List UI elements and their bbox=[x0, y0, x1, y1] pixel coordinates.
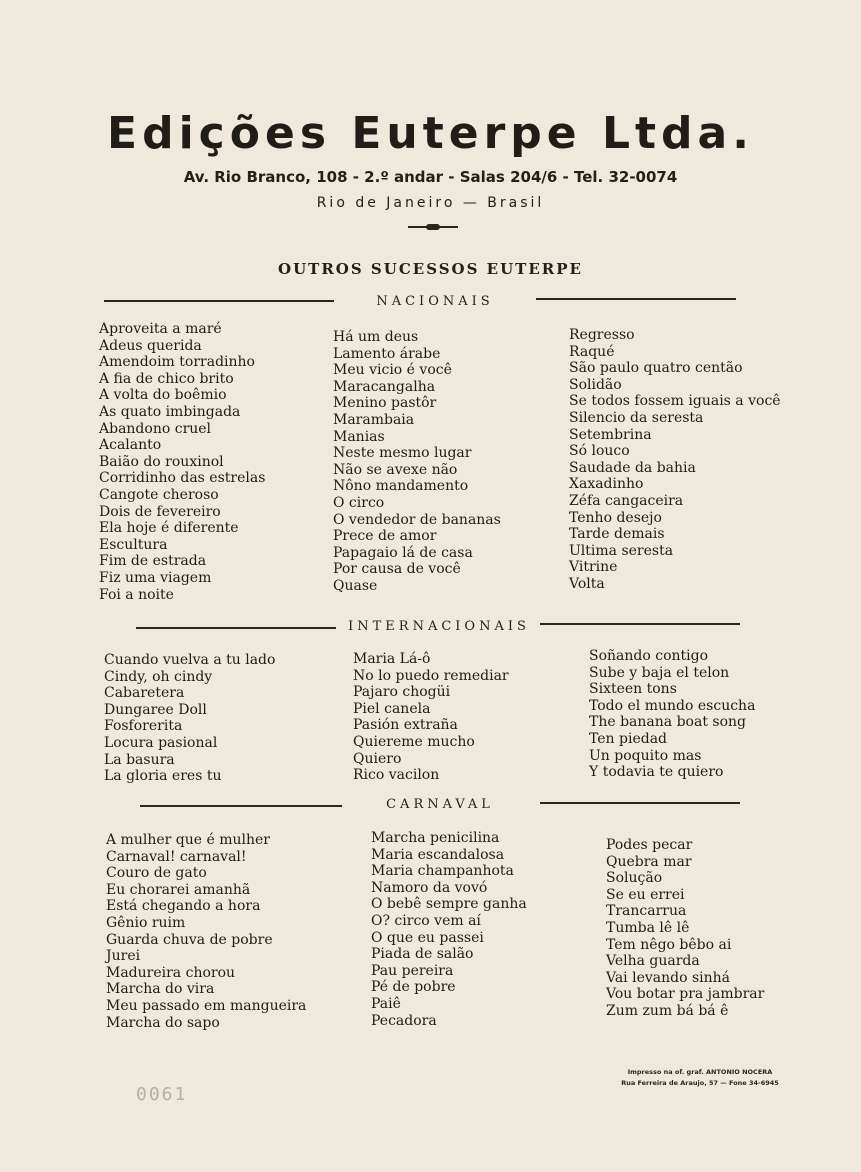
song-title: A volta do boêmio bbox=[99, 387, 227, 404]
song-title: Un poquito mas bbox=[589, 747, 702, 764]
song-title: Escultura bbox=[99, 536, 168, 553]
printer-imprint bbox=[600, 1067, 800, 1089]
publisher-address: Av. Rio Branco, 108 - 2.º andar - Salas 204/6 - Tel. 32-0074 bbox=[183, 168, 678, 186]
song-title: Y todavia te quiero bbox=[589, 764, 724, 781]
song-title: Maria champanhota bbox=[371, 863, 514, 880]
song-title: Abandono cruel bbox=[99, 420, 212, 437]
song-title: Sube y baja el telon bbox=[589, 664, 730, 681]
song-title: Cindy, oh cindy bbox=[104, 668, 213, 685]
song-title: Fim de estrada bbox=[99, 553, 207, 570]
song-title: Meu vicio é você bbox=[333, 362, 452, 379]
song-title: A fia de chico brito bbox=[99, 370, 234, 387]
carnaval-rule-right bbox=[540, 802, 740, 804]
song-title: Cuando vuelva a tu lado bbox=[104, 652, 276, 668]
song-title: Todo el mundo escucha bbox=[589, 697, 756, 714]
song-title: Quase bbox=[333, 577, 378, 594]
song-title: Soñando contigo bbox=[589, 648, 709, 664]
nacionais-rule-right bbox=[536, 298, 736, 300]
internacionais-rule-left bbox=[136, 627, 336, 629]
song-title: Vai levando sinhá bbox=[606, 969, 731, 986]
song-title: Setembrina bbox=[569, 426, 652, 443]
song-title: Manias bbox=[333, 428, 385, 445]
song-title: Fosforerita bbox=[104, 718, 183, 735]
song-title: O que eu passei bbox=[371, 929, 484, 946]
song-title: Trancarrua bbox=[606, 903, 687, 920]
song-title: Namoro da vovó bbox=[371, 879, 488, 896]
song-title: Quiero bbox=[353, 750, 402, 767]
song-title: Sixteen tons bbox=[589, 681, 677, 698]
carnaval-column-1 bbox=[106, 832, 306, 1031]
song-title: Aproveita a maré bbox=[99, 321, 222, 337]
song-title: Gênio ruim bbox=[106, 914, 186, 931]
song-title: Pecadora bbox=[371, 1012, 437, 1029]
internacionais-rule-right bbox=[540, 623, 740, 625]
song-title: Jurei bbox=[106, 948, 141, 965]
song-title: Por causa de você bbox=[333, 561, 461, 578]
publisher-city: Rio de Janeiro — Brasil bbox=[316, 195, 545, 211]
song-title: Tem nêgo bêbo ai bbox=[606, 936, 732, 953]
song-title: A mulher que é mulher bbox=[106, 832, 270, 848]
song-title: Dungaree Doll bbox=[104, 701, 207, 718]
song-title: Eu chorarei amanhã bbox=[106, 881, 251, 898]
printer-line-1: Impresso na of. graf. ANTONIO NOCERA bbox=[627, 1068, 773, 1076]
song-title: Cabaretera bbox=[104, 685, 185, 702]
song-title: La basura bbox=[104, 751, 175, 768]
printer-line-2: Rua Ferreira de Araujo, 57 — Fone 34-6945 bbox=[621, 1079, 779, 1087]
song-title: Maracangalha bbox=[333, 378, 436, 395]
song-title: Couro de gato bbox=[106, 865, 207, 882]
internacionais-column-3 bbox=[589, 648, 755, 781]
song-title: No lo puedo remediar bbox=[353, 667, 509, 684]
song-title: Fiz uma viagem bbox=[99, 569, 212, 586]
song-title: Rico vacilon bbox=[353, 767, 440, 784]
song-title: Maria escandalosa bbox=[371, 846, 505, 863]
song-title: Volta bbox=[569, 575, 605, 592]
song-title: Carnaval! carnaval! bbox=[106, 848, 247, 865]
song-title: Tarde demais bbox=[569, 526, 665, 543]
song-title: Ten piedad bbox=[589, 730, 667, 747]
song-title: Piada de salão bbox=[371, 946, 474, 963]
song-title: Piel canela bbox=[353, 700, 431, 717]
catalog-stamp: 0061 bbox=[136, 1084, 188, 1105]
song-title: Marcha penicilina bbox=[371, 830, 500, 846]
song-title: As quato imbingada bbox=[99, 403, 241, 420]
song-title: Ela hoje é diferente bbox=[99, 520, 239, 537]
song-title: Foi a noite bbox=[99, 586, 174, 603]
song-title: Marcha do vira bbox=[106, 981, 215, 998]
song-title: Guarda chuva de pobre bbox=[106, 931, 273, 948]
carnaval-heading: CARNAVAL bbox=[386, 797, 494, 812]
song-title: Está chegando a hora bbox=[106, 898, 261, 915]
song-title: Pau pereira bbox=[371, 962, 454, 979]
song-title: Dois de fevereiro bbox=[99, 503, 221, 520]
song-title: Zum zum bá bá ê bbox=[606, 1002, 729, 1019]
carnaval-column-2 bbox=[371, 830, 527, 1029]
song-title: Papagaio lá de casa bbox=[333, 544, 473, 561]
song-title: Se todos fossem iguais a você bbox=[569, 393, 781, 410]
song-title: Silencio da seresta bbox=[569, 409, 704, 426]
song-title: Não se avexe não bbox=[333, 461, 458, 478]
nacionais-column-1 bbox=[99, 321, 265, 603]
song-title: Corridinho das estrelas bbox=[99, 470, 266, 487]
song-title: The banana boat song bbox=[589, 714, 746, 731]
song-title: Ultima seresta bbox=[569, 542, 674, 559]
song-title: Meu passado em mangueira bbox=[106, 997, 307, 1014]
song-title: Cangote cheroso bbox=[99, 486, 219, 503]
song-title: Menino pastôr bbox=[333, 395, 437, 412]
song-title: Quebra mar bbox=[606, 853, 692, 870]
song-title: Se eu errei bbox=[606, 886, 685, 903]
song-title: Podes pecar bbox=[606, 837, 693, 853]
song-title: Quiereme mucho bbox=[353, 733, 475, 750]
nacionais-rule-left bbox=[104, 300, 334, 302]
song-title: O bebê sempre ganha bbox=[371, 896, 527, 913]
song-title: Tumba lê lê bbox=[606, 919, 690, 936]
nacionais-column-3 bbox=[569, 327, 781, 593]
title-ornament bbox=[408, 224, 458, 230]
song-title: São paulo quatro centão bbox=[569, 360, 743, 377]
song-title: Xaxadinho bbox=[569, 476, 644, 493]
carnaval-rule-left bbox=[140, 805, 342, 807]
song-title: Prece de amor bbox=[333, 528, 437, 545]
song-title: Nôno mandamento bbox=[333, 478, 469, 495]
internacionais-column-1 bbox=[104, 652, 275, 785]
internacionais-column-2 bbox=[353, 651, 509, 784]
song-title: Locura pasional bbox=[104, 734, 218, 751]
song-title: Velha guarda bbox=[606, 953, 700, 970]
song-title: Tenho desejo bbox=[569, 509, 662, 526]
song-title: Marambaia bbox=[333, 411, 415, 428]
song-title: Regresso bbox=[569, 327, 635, 343]
song-title: Há um deus bbox=[333, 329, 419, 345]
song-title: Saudade da bahia bbox=[569, 459, 696, 476]
song-title: Baião do rouxinol bbox=[99, 453, 224, 470]
song-title: La gloria eres tu bbox=[104, 768, 222, 785]
song-title: Pasión extraña bbox=[353, 717, 458, 734]
song-title: Adeus querida bbox=[99, 337, 202, 354]
song-title: Paiê bbox=[371, 995, 401, 1012]
nacionais-column-2 bbox=[333, 329, 501, 595]
song-title: O vendedor de bananas bbox=[333, 511, 501, 528]
song-title: O circo bbox=[333, 494, 385, 511]
song-title: Pé de pobre bbox=[371, 979, 456, 996]
song-title: Madureira chorou bbox=[106, 964, 236, 981]
song-title: Solução bbox=[606, 870, 663, 887]
song-title: O? circo vem aí bbox=[371, 912, 481, 929]
song-title: Solidão bbox=[569, 376, 622, 393]
main-heading: OUTROS SUCESSOS EUTERPE bbox=[278, 260, 583, 278]
song-title: Amendoim torradinho bbox=[99, 354, 255, 371]
publisher-title: Edições Euterpe Ltda. bbox=[107, 108, 754, 159]
nacionais-heading: NACIONAIS bbox=[376, 294, 494, 309]
song-title: Acalanto bbox=[99, 437, 162, 454]
song-title: Vitrine bbox=[569, 559, 618, 576]
internacionais-heading: INTERNACIONAIS bbox=[348, 619, 530, 634]
carnaval-column-3 bbox=[606, 837, 764, 1020]
song-title: Neste mesmo lugar bbox=[333, 445, 472, 462]
song-title: Zéfa cangaceira bbox=[569, 492, 684, 509]
song-title: Só louco bbox=[569, 443, 630, 460]
song-title: Lamento árabe bbox=[333, 345, 441, 362]
song-title: Raqué bbox=[569, 343, 615, 360]
song-title: Pajaro chogüi bbox=[353, 684, 451, 701]
song-title: Vou botar pra jambrar bbox=[606, 986, 765, 1003]
song-title: Marcha do sapo bbox=[106, 1014, 220, 1031]
song-title: Maria Lá-ô bbox=[353, 651, 431, 667]
